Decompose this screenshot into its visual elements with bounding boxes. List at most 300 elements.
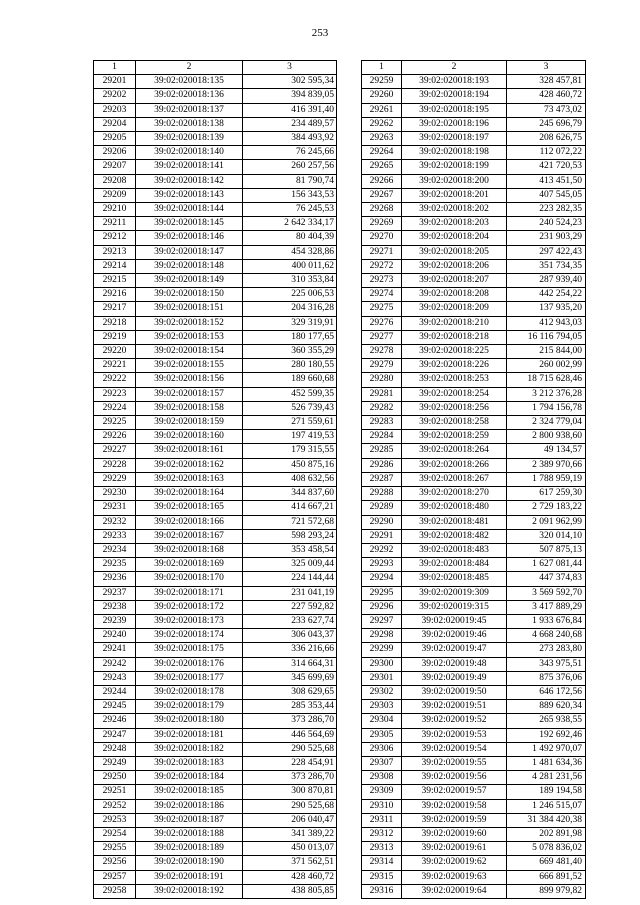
table-row: [94, 231, 337, 245]
cadastral-number-cell: 39:02:020018:201: [402, 188, 507, 202]
value-cell: 442 254,22: [507, 288, 586, 302]
value-cell: 204 316,28: [243, 302, 337, 316]
value-cell: 351 734,35: [507, 259, 586, 273]
table-header-row: [94, 61, 337, 75]
table-row: [94, 771, 337, 785]
table-row: [94, 714, 337, 728]
table-row: [94, 274, 337, 288]
table-row: [362, 217, 586, 231]
value-cell: 360 355,29: [243, 345, 337, 359]
value-cell: 617 259,30: [507, 487, 586, 501]
table-row: [362, 543, 586, 557]
table-row: [362, 728, 586, 742]
row-number-cell: 29314: [362, 856, 402, 870]
row-number-cell: 29256: [94, 856, 136, 870]
row-number-cell: 29225: [94, 416, 136, 430]
row-number-cell: 29223: [94, 387, 136, 401]
table-row: [362, 416, 586, 430]
cadastral-number-cell: 39:02:020018:153: [136, 330, 243, 344]
cadastral-number-cell: 39:02:020019:63: [402, 870, 507, 884]
cadastral-number-cell: 39:02:020018:152: [136, 316, 243, 330]
table-row: [94, 430, 337, 444]
table-row: [94, 558, 337, 572]
row-number-cell: 29285: [362, 444, 402, 458]
table-row: [94, 75, 337, 89]
table-row: [362, 515, 586, 529]
table-row: [94, 188, 337, 202]
cadastral-number-cell: 39:02:020018:270: [402, 487, 507, 501]
value-cell: 3 569 592,70: [507, 586, 586, 600]
value-cell: 341 389,22: [243, 827, 337, 841]
cadastral-number-cell: 39:02:020018:177: [136, 671, 243, 685]
table-row: [362, 387, 586, 401]
table-row: [362, 842, 586, 856]
cadastral-number-cell: 39:02:020018:204: [402, 231, 507, 245]
value-cell: 240 524,23: [507, 217, 586, 231]
table-row: [94, 756, 337, 770]
value-cell: 373 286,70: [243, 714, 337, 728]
table-row: [94, 174, 337, 188]
row-number-cell: 29219: [94, 330, 136, 344]
cadastral-number-cell: 39:02:020019:61: [402, 842, 507, 856]
table-row: [362, 870, 586, 884]
cadastral-number-cell: 39:02:020018:218: [402, 330, 507, 344]
value-cell: 2 642 334,17: [243, 217, 337, 231]
cadastral-number-cell: 39:02:020018:135: [136, 75, 243, 89]
row-number-cell: 29241: [94, 643, 136, 657]
cadastral-number-cell: 39:02:020018:149: [136, 274, 243, 288]
value-cell: 197 419,53: [243, 430, 337, 444]
row-number-cell: 29316: [362, 884, 402, 898]
cadastral-number-cell: 39:02:020018:139: [136, 132, 243, 146]
row-number-cell: 29239: [94, 614, 136, 628]
row-number-cell: 29248: [94, 742, 136, 756]
value-cell: 76 245,66: [243, 146, 337, 160]
row-number-cell: 29280: [362, 373, 402, 387]
row-number-cell: 29245: [94, 700, 136, 714]
cadastral-number-cell: 39:02:020018:182: [136, 742, 243, 756]
cadastral-number-cell: 39:02:020018:207: [402, 274, 507, 288]
table-row: [94, 217, 337, 231]
table-row: [94, 529, 337, 543]
cadastral-number-cell: 39:02:020018:176: [136, 657, 243, 671]
value-cell: 287 939,40: [507, 274, 586, 288]
cadastral-number-cell: 39:02:020019:56: [402, 771, 507, 785]
table-row: [94, 543, 337, 557]
cadastral-number-cell: 39:02:020019:53: [402, 728, 507, 742]
value-cell: 280 180,55: [243, 359, 337, 373]
table-row: [94, 160, 337, 174]
value-cell: 328 457,81: [507, 75, 586, 89]
cadastral-number-cell: 39:02:020018:194: [402, 89, 507, 103]
row-number-cell: 29258: [94, 884, 136, 898]
table-row: [362, 174, 586, 188]
value-cell: 669 481,40: [507, 856, 586, 870]
value-cell: 407 545,05: [507, 188, 586, 202]
cadastral-number-cell: 39:02:020018:137: [136, 103, 243, 117]
value-cell: 4 281 231,56: [507, 771, 586, 785]
table-row: [362, 160, 586, 174]
table-row: [362, 259, 586, 273]
table-header-row: [362, 61, 586, 75]
cadastral-number-cell: 39:02:020018:180: [136, 714, 243, 728]
table-row: [94, 401, 337, 415]
row-number-cell: 29295: [362, 586, 402, 600]
value-cell: 507 875,13: [507, 543, 586, 557]
table-row: [94, 515, 337, 529]
table-row: [362, 671, 586, 685]
value-cell: 5 078 836,02: [507, 842, 586, 856]
table-row: [362, 430, 586, 444]
table-row: [94, 614, 337, 628]
cadastral-number-cell: 39:02:020019:49: [402, 671, 507, 685]
row-number-cell: 29274: [362, 288, 402, 302]
row-number-cell: 29247: [94, 728, 136, 742]
table-row: [362, 756, 586, 770]
cadastral-number-cell: 39:02:020018:138: [136, 117, 243, 131]
cadastral-number-cell: 39:02:020018:187: [136, 813, 243, 827]
table-row: [94, 472, 337, 486]
value-cell: 428 460,72: [507, 89, 586, 103]
row-number-cell: 29262: [362, 117, 402, 131]
value-cell: 394 839,05: [243, 89, 337, 103]
value-cell: 1 794 156,78: [507, 401, 586, 415]
cadastral-number-cell: 39:02:020018:170: [136, 572, 243, 586]
value-cell: 353 458,54: [243, 543, 337, 557]
page-number: 253: [311, 27, 329, 39]
value-cell: 215 844,00: [507, 345, 586, 359]
row-number-cell: 29215: [94, 274, 136, 288]
value-cell: 413 451,50: [507, 174, 586, 188]
table-row: [94, 742, 337, 756]
cadastral-number-cell: 39:02:020018:169: [136, 558, 243, 572]
table-row: [94, 600, 337, 614]
cadastral-number-cell: 39:02:020019:47: [402, 643, 507, 657]
table-row: [362, 572, 586, 586]
value-cell: 1 481 634,36: [507, 756, 586, 770]
table-row: [362, 345, 586, 359]
row-number-cell: 29257: [94, 870, 136, 884]
value-cell: 179 315,55: [243, 444, 337, 458]
row-number-cell: 29236: [94, 572, 136, 586]
value-cell: 271 559,61: [243, 416, 337, 430]
value-cell: 245 696,79: [507, 117, 586, 131]
row-number-cell: 29315: [362, 870, 402, 884]
table-row: [94, 643, 337, 657]
value-cell: 344 837,60: [243, 487, 337, 501]
cadastral-number-cell: 39:02:020018:157: [136, 387, 243, 401]
table-row: [94, 132, 337, 146]
row-number-cell: 29279: [362, 359, 402, 373]
table-row: [362, 203, 586, 217]
value-cell: 889 620,34: [507, 700, 586, 714]
cadastral-number-cell: 39:02:020018:485: [402, 572, 507, 586]
cadastral-number-cell: 39:02:020018:155: [136, 359, 243, 373]
table-row: [362, 274, 586, 288]
table-row: [94, 288, 337, 302]
cadastral-number-cell: 39:02:020018:175: [136, 643, 243, 657]
cadastral-number-cell: 39:02:020018:256: [402, 401, 507, 415]
table-row: [362, 785, 586, 799]
table-row: [362, 472, 586, 486]
cadastral-number-cell: 39:02:020019:48: [402, 657, 507, 671]
cadastral-number-cell: 39:02:020019:50: [402, 685, 507, 699]
row-number-cell: 29237: [94, 586, 136, 600]
left-data-table: [93, 60, 337, 899]
cadastral-number-cell: 39:02:020018:196: [402, 117, 507, 131]
value-cell: 31 384 420,38: [507, 813, 586, 827]
value-cell: 526 739,43: [243, 401, 337, 415]
value-cell: 899 979,82: [507, 884, 586, 898]
row-number-cell: 29252: [94, 799, 136, 813]
cadastral-number-cell: 39:02:020018:174: [136, 629, 243, 643]
table-row: [94, 827, 337, 841]
value-cell: 325 009,44: [243, 558, 337, 572]
table-row: [94, 657, 337, 671]
cadastral-number-cell: 39:02:020018:193: [402, 75, 507, 89]
table-row: [362, 714, 586, 728]
cadastral-number-cell: 39:02:020018:146: [136, 231, 243, 245]
value-cell: 3 212 376,28: [507, 387, 586, 401]
cadastral-number-cell: 39:02:020018:189: [136, 842, 243, 856]
left-table-body: [94, 75, 337, 899]
cadastral-number-cell: 39:02:020018:165: [136, 501, 243, 515]
table-row: [94, 146, 337, 160]
value-cell: 428 460,72: [243, 870, 337, 884]
cadastral-number-cell: 39:02:020018:205: [402, 245, 507, 259]
cadastral-number-cell: 39:02:020018:171: [136, 586, 243, 600]
value-cell: 16 116 794,05: [507, 330, 586, 344]
cadastral-number-cell: 39:02:020018:179: [136, 700, 243, 714]
table-row: [362, 685, 586, 699]
row-number-cell: 29222: [94, 373, 136, 387]
cadastral-number-cell: 39:02:020018:202: [402, 203, 507, 217]
table-row: [94, 799, 337, 813]
row-number-cell: 29211: [94, 217, 136, 231]
value-cell: 2 389 970,66: [507, 458, 586, 472]
cadastral-number-cell: 39:02:020018:200: [402, 174, 507, 188]
value-cell: 300 870,81: [243, 785, 337, 799]
cadastral-number-cell: 39:02:020018:184: [136, 771, 243, 785]
table-row: [362, 643, 586, 657]
value-cell: 80 404,39: [243, 231, 337, 245]
cadastral-number-cell: 39:02:020018:143: [136, 188, 243, 202]
table-row: [362, 856, 586, 870]
cadastral-number-cell: 39:02:020018:185: [136, 785, 243, 799]
table-row: [94, 117, 337, 131]
value-cell: 202 891,98: [507, 827, 586, 841]
cadastral-number-cell: 39:02:020018:480: [402, 501, 507, 515]
row-number-cell: 29240: [94, 629, 136, 643]
value-cell: 225 006,53: [243, 288, 337, 302]
value-cell: 447 374,83: [507, 572, 586, 586]
table-row: [362, 75, 586, 89]
row-number-cell: 29271: [362, 245, 402, 259]
row-number-cell: 29291: [362, 529, 402, 543]
row-number-cell: 29229: [94, 472, 136, 486]
cadastral-number-cell: 39:02:020018:142: [136, 174, 243, 188]
cadastral-number-cell: 39:02:020018:199: [402, 160, 507, 174]
table-row: [362, 188, 586, 202]
value-cell: 336 216,66: [243, 643, 337, 657]
cadastral-number-cell: 39:02:020019:64: [402, 884, 507, 898]
row-number-cell: 29220: [94, 345, 136, 359]
table-row: [362, 813, 586, 827]
cadastral-number-cell: 39:02:020018:208: [402, 288, 507, 302]
row-number-cell: 29217: [94, 302, 136, 316]
value-cell: 192 692,46: [507, 728, 586, 742]
cadastral-number-cell: 39:02:020018:172: [136, 600, 243, 614]
cadastral-number-cell: 39:02:020018:158: [136, 401, 243, 415]
cadastral-number-cell: 39:02:020018:178: [136, 685, 243, 699]
row-number-cell: 29212: [94, 231, 136, 245]
table-row: [94, 487, 337, 501]
value-cell: 875 376,06: [507, 671, 586, 685]
row-number-cell: 29253: [94, 813, 136, 827]
cadastral-number-cell: 39:02:020019:55: [402, 756, 507, 770]
cadastral-number-cell: 39:02:020019:59: [402, 813, 507, 827]
row-number-cell: 29209: [94, 188, 136, 202]
row-number-cell: 29267: [362, 188, 402, 202]
cadastral-number-cell: 39:02:020018:188: [136, 827, 243, 841]
value-cell: 260 002,99: [507, 359, 586, 373]
row-number-cell: 29296: [362, 600, 402, 614]
table-row: [94, 813, 337, 827]
table-row: [94, 345, 337, 359]
value-cell: 1 933 676,84: [507, 614, 586, 628]
row-number-cell: 29294: [362, 572, 402, 586]
table-row: [94, 629, 337, 643]
value-cell: 446 564,69: [243, 728, 337, 742]
table-row: [94, 884, 337, 898]
cadastral-number-cell: 39:02:020018:206: [402, 259, 507, 273]
value-cell: 1 788 959,19: [507, 472, 586, 486]
value-cell: 189 194,58: [507, 785, 586, 799]
cadastral-number-cell: 39:02:020018:209: [402, 302, 507, 316]
row-number-cell: 29231: [94, 501, 136, 515]
value-cell: 265 938,55: [507, 714, 586, 728]
row-number-cell: 29308: [362, 771, 402, 785]
value-cell: 414 667,21: [243, 501, 337, 515]
value-cell: 233 627,74: [243, 614, 337, 628]
cadastral-number-cell: 39:02:020018:159: [136, 416, 243, 430]
row-number-cell: 29243: [94, 671, 136, 685]
row-number-cell: 29313: [362, 842, 402, 856]
table-row: [362, 629, 586, 643]
row-number-cell: 29309: [362, 785, 402, 799]
table-row: [362, 245, 586, 259]
row-number-cell: 29287: [362, 472, 402, 486]
row-number-cell: 29260: [362, 89, 402, 103]
row-number-cell: 29275: [362, 302, 402, 316]
value-cell: 454 328,86: [243, 245, 337, 259]
cadastral-number-cell: 39:02:020018:167: [136, 529, 243, 543]
cadastral-number-cell: 39:02:020018:481: [402, 515, 507, 529]
value-cell: 228 454,91: [243, 756, 337, 770]
cadastral-number-cell: 39:02:020018:253: [402, 373, 507, 387]
cadastral-number-cell: 39:02:020018:267: [402, 472, 507, 486]
table-row: [94, 103, 337, 117]
row-number-cell: 29299: [362, 643, 402, 657]
value-cell: 2 729 183,22: [507, 501, 586, 515]
value-cell: 384 493,92: [243, 132, 337, 146]
table-row: [362, 771, 586, 785]
value-cell: 227 592,82: [243, 600, 337, 614]
row-number-cell: 29201: [94, 75, 136, 89]
value-cell: 345 699,69: [243, 671, 337, 685]
value-cell: 1 492 970,07: [507, 742, 586, 756]
cadastral-number-cell: 39:02:020019:46: [402, 629, 507, 643]
row-number-cell: 29270: [362, 231, 402, 245]
value-cell: 224 144,44: [243, 572, 337, 586]
row-number-cell: 29244: [94, 685, 136, 699]
row-number-cell: 29226: [94, 430, 136, 444]
cadastral-number-cell: 39:02:020018:160: [136, 430, 243, 444]
value-cell: 598 293,24: [243, 529, 337, 543]
value-cell: 416 391,40: [243, 103, 337, 117]
row-number-cell: 29216: [94, 288, 136, 302]
row-number-cell: 29312: [362, 827, 402, 841]
value-cell: 646 172,56: [507, 685, 586, 699]
table-row: [362, 827, 586, 841]
cadastral-number-cell: 39:02:020018:141: [136, 160, 243, 174]
value-cell: 231 903,29: [507, 231, 586, 245]
value-cell: 206 040,47: [243, 813, 337, 827]
value-cell: 371 562,51: [243, 856, 337, 870]
table-row: [94, 387, 337, 401]
table-row: [362, 700, 586, 714]
cadastral-number-cell: 39:02:020018:148: [136, 259, 243, 273]
cadastral-number-cell: 39:02:020018:191: [136, 870, 243, 884]
cadastral-number-cell: 39:02:020018:266: [402, 458, 507, 472]
table-row: [362, 487, 586, 501]
value-cell: 306 043,37: [243, 629, 337, 643]
row-number-cell: 29284: [362, 430, 402, 444]
row-number-cell: 29234: [94, 543, 136, 557]
row-number-cell: 29232: [94, 515, 136, 529]
value-cell: 231 041,19: [243, 586, 337, 600]
row-number-cell: 29238: [94, 600, 136, 614]
value-cell: 3 417 889,29: [507, 600, 586, 614]
value-cell: 2 800 938,60: [507, 430, 586, 444]
table-row: [362, 330, 586, 344]
row-number-cell: 29290: [362, 515, 402, 529]
cadastral-number-cell: 39:02:020018:144: [136, 203, 243, 217]
value-cell: 310 353,84: [243, 274, 337, 288]
row-number-cell: 29307: [362, 756, 402, 770]
table-row: [362, 373, 586, 387]
cadastral-number-cell: 39:02:020019:309: [402, 586, 507, 600]
value-cell: 76 245,53: [243, 203, 337, 217]
cadastral-number-cell: 39:02:020019:57: [402, 785, 507, 799]
row-number-cell: 29272: [362, 259, 402, 273]
cadastral-number-cell: 39:02:020019:60: [402, 827, 507, 841]
row-number-cell: 29207: [94, 160, 136, 174]
row-number-cell: 29264: [362, 146, 402, 160]
row-number-cell: 29300: [362, 657, 402, 671]
row-number-cell: 29224: [94, 401, 136, 415]
row-number-cell: 29276: [362, 316, 402, 330]
value-cell: 320 014,10: [507, 529, 586, 543]
cadastral-number-cell: 39:02:020018:183: [136, 756, 243, 770]
row-number-cell: 29263: [362, 132, 402, 146]
value-cell: 189 660,68: [243, 373, 337, 387]
value-cell: 285 353,44: [243, 700, 337, 714]
row-number-cell: 29261: [362, 103, 402, 117]
value-cell: 2 091 962,99: [507, 515, 586, 529]
column-header-cadastral: 2: [136, 61, 243, 75]
cadastral-number-cell: 39:02:020018:483: [402, 543, 507, 557]
